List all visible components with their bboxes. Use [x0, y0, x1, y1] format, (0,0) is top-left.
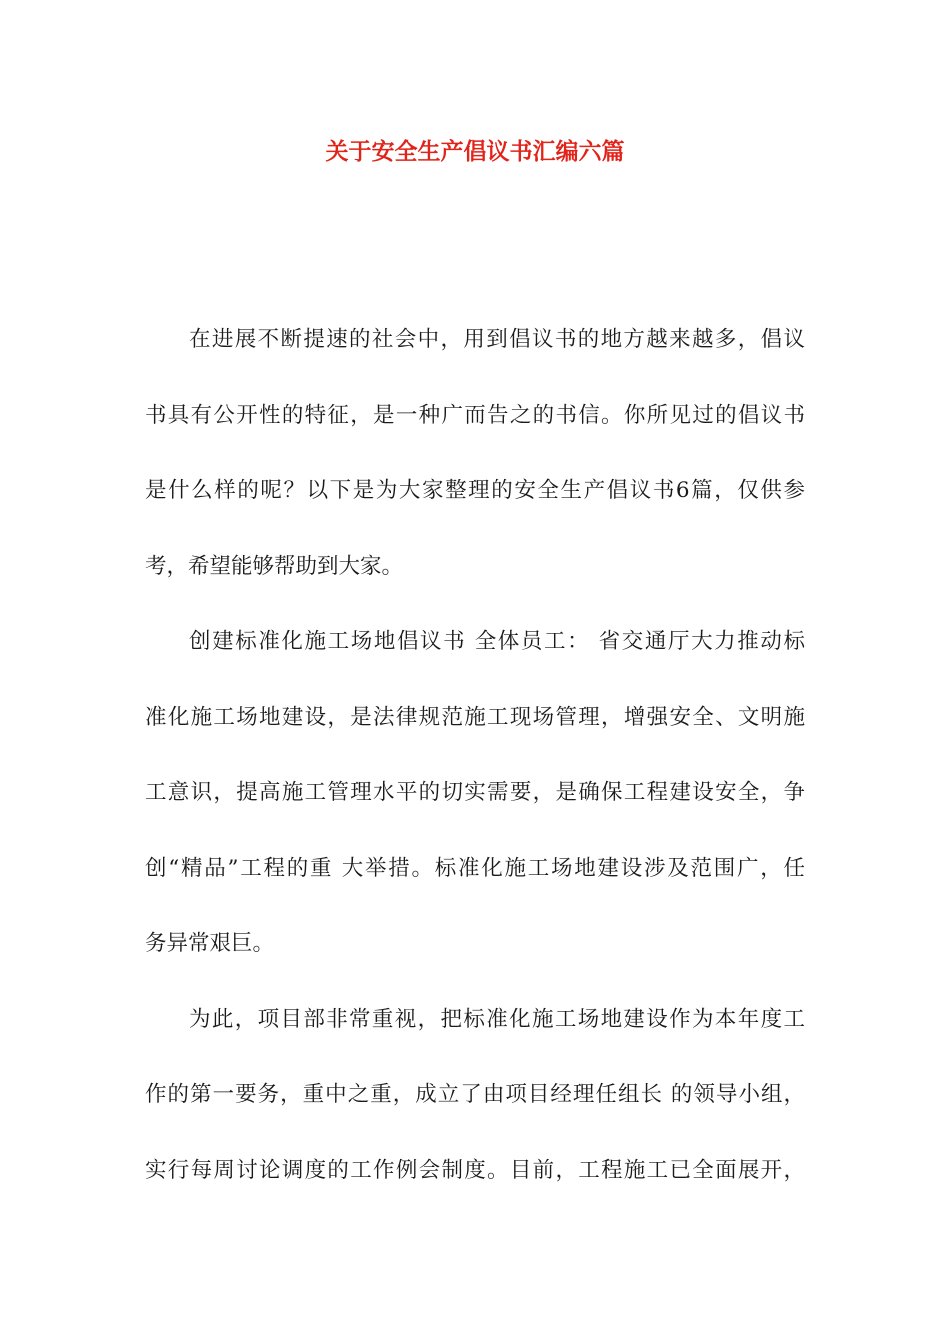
- text-line: 务异常艰巨。: [145, 931, 275, 956]
- text-line: 准化施工场地建设，是法律规范施工现场管理，增强安全、文明施: [145, 704, 805, 730]
- document-body: [145, 318, 805, 1224]
- text-line: 创建标准化施工场地倡议书 全体员工： 省交通厅大力推动标: [189, 629, 805, 654]
- text-line: 书具有公开性的特征，是一种广而告之的书信。你所见过的倡议书: [145, 402, 805, 428]
- text-line: 创“精品”工程的重 大举措。标准化施工场地建设涉及范围广，任: [145, 855, 805, 881]
- document-title: 关于安全生产倡议书汇编六篇: [325, 138, 625, 165]
- text-line: 考，希望能够帮助到大家。: [145, 553, 404, 579]
- text-line: 作的第一要务，重中之重，成立了由项目经理任组长 的领导小组，: [145, 1082, 805, 1107]
- paragraph-measures: [145, 998, 805, 1225]
- text-line: 在进展不断提速的社会中，用到倡议书的地方越来越多，倡议: [189, 327, 805, 352]
- text-line: 是什么样的呢？以下是为大家整理的安全生产倡议书6篇，仅供参: [145, 478, 805, 503]
- text-line: 为此，项目部非常重视，把标准化施工场地建设作为本年度工: [189, 1006, 805, 1032]
- text-line: 实行每周讨论调度的工作例会制度。目前，工程施工已全面展开，: [145, 1157, 805, 1183]
- text-line: 工意识，提高施工管理水平的切实需要，是确保工程建设安全，争: [145, 780, 805, 805]
- paragraph-proposal: [145, 620, 805, 998]
- paragraph-intro: [145, 318, 805, 620]
